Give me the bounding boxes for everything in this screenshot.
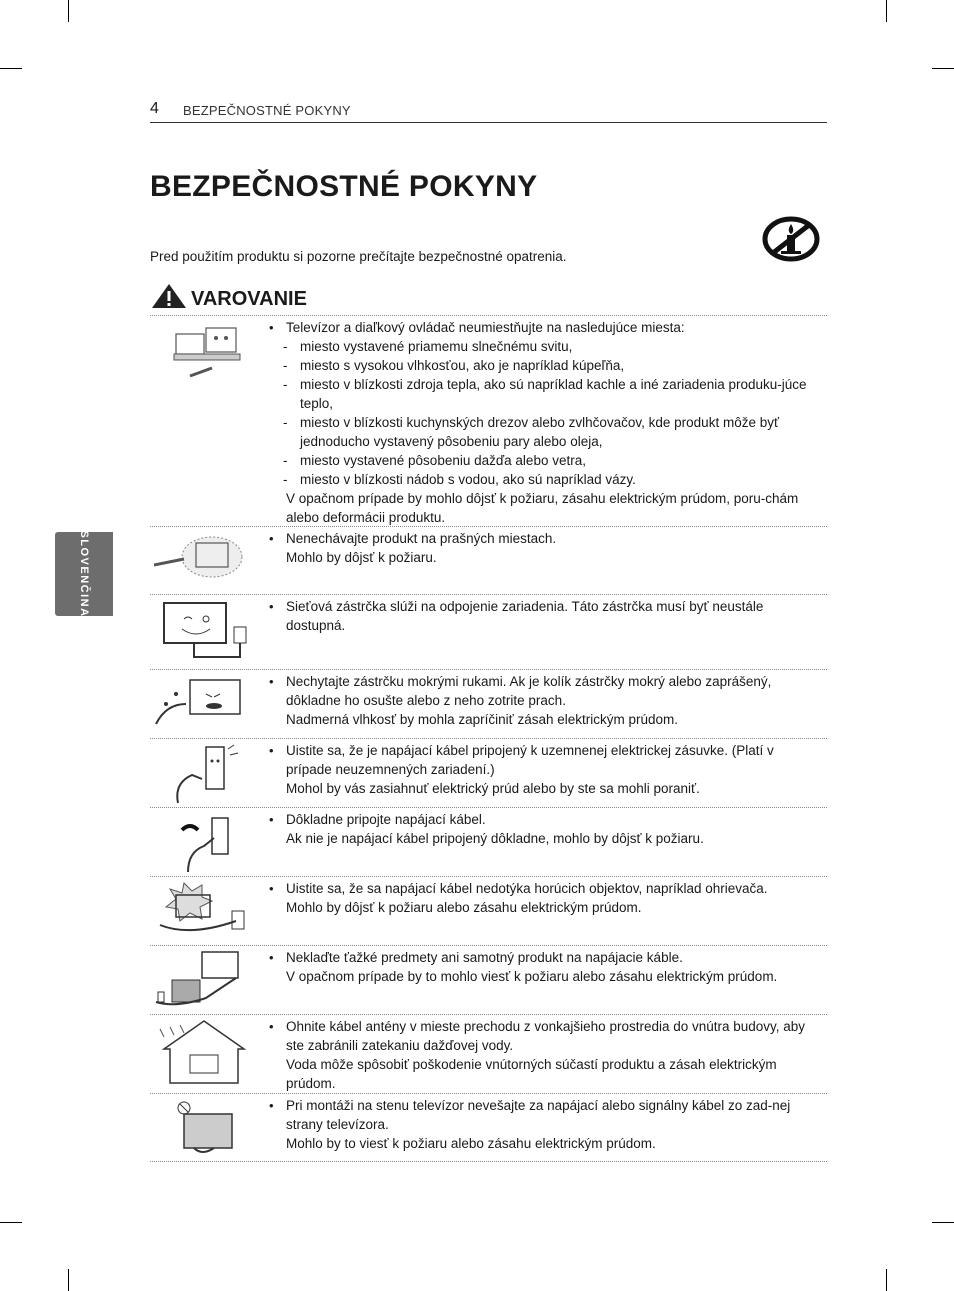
illustration — [150, 1015, 250, 1093]
crop-mark — [0, 1222, 22, 1223]
warning-item — [150, 877, 827, 946]
warning-item — [150, 1094, 827, 1162]
warning-subitem: - miesto v blízkosti kuchynských drezov alebo zvlhčovačov, kde produkt môže byť jednoducho vystavený pôsobeniu pary alebo oleja, — [286, 413, 817, 451]
wet-hands-illustration — [154, 674, 250, 734]
warning-consequence: Mohol by vás zasiahnuť elektrický prúd alebo by ste sa mohli poraniť. — [286, 781, 700, 796]
illustration — [150, 316, 250, 526]
running-head: BEZPEČNOSTNÉ POKYNY — [183, 103, 351, 118]
illustration — [150, 739, 250, 807]
no-candle-icon — [761, 215, 821, 263]
tv-sunlight-illustration — [154, 320, 246, 390]
warning-consequence: V opačnom prípade by mohlo dôjsť k požiaru, zásahu elektrickým prúdom, poru-chám alebo deformácii produktu. — [286, 491, 799, 525]
crop-mark — [68, 0, 69, 22]
warning-subitem: - miesto v blízkosti zdroja tepla, ako sú napríklad kachle a iné zariadenia produku-júce teplo, — [286, 375, 817, 413]
warning-bullet: • Nechytajte zástrčku mokrými rukami. Ak je kolík zástrčky mokrý alebo zaprášený, dôkladne ho osušte alebo z neho zotrite prach. — [286, 672, 817, 710]
illustration — [150, 670, 250, 738]
warning-bullet: • Neklaďte ťažké predmety ani samotný produkt na napájacie káble. — [286, 948, 817, 967]
warning-icon — [151, 283, 187, 309]
warning-item — [150, 316, 827, 527]
language-tab — [55, 532, 113, 616]
warning-item — [150, 527, 827, 595]
warning-item — [150, 670, 827, 739]
page-number: 4 — [150, 100, 159, 117]
tv-dust-illustration — [154, 531, 246, 587]
illustration — [150, 527, 250, 594]
tv-plug-illustration — [154, 599, 250, 663]
heavy-object-illustration — [154, 950, 250, 1010]
warning-bullet: • Uistite sa, že je napájací kábel pripojený k uzemnenej elektrickej zásuvke. (Platí v prípade neuzemnených zariadení.) — [286, 741, 817, 779]
warning-bullet: • Televízor a diaľkový ovládač neumiestňujte na nasledujúce miesta: — [286, 318, 817, 337]
page-header — [150, 100, 827, 123]
warning-bullet: • Pri montáži na stenu televízor nevešajte za napájací alebo signálny kábel zo zad-nej strany televízora. — [286, 1096, 817, 1134]
warning-bullet: • Sieťová zástrčka slúži na odpojenie zariadenia. Táto zástrčka musí byť neustále dostupná. — [286, 597, 817, 635]
crop-mark — [886, 1269, 887, 1291]
illustration — [150, 1094, 250, 1161]
warning-item — [150, 739, 827, 808]
warning-item — [150, 595, 827, 670]
warning-heading: VAROVANIE — [191, 288, 307, 310]
warning-list — [150, 315, 827, 1162]
warning-bullet: • Ohnite kábel antény v mieste prechodu z vonkajšieho prostredia do vnútra budovy, aby ste zabránili zatekaniu dažďovej vody. — [286, 1017, 817, 1055]
warning-subitem: - miesto vystavené priamemu slnečnému svitu, — [286, 337, 817, 356]
warning-item — [150, 946, 827, 1015]
grounded-outlet-illustration — [154, 743, 250, 803]
intro-text: Pred použitím produktu si pozorne prečítajte bezpečnostné opatrenia. — [150, 249, 567, 264]
warning-consequence: Ak nie je napájací kábel pripojený dôkladne, mohlo by dôjsť k požiaru. — [286, 831, 704, 846]
crop-mark — [68, 1269, 69, 1291]
warning-item — [150, 808, 827, 877]
warning-consequence: Mohlo by dôjsť k požiaru alebo zásahu elektrickým prúdom. — [286, 900, 642, 915]
page-title: BEZPEČNOSTNÉ POKYNY — [150, 170, 538, 203]
warning-item — [150, 1015, 827, 1094]
insert-plug-illustration — [154, 812, 250, 872]
illustration — [150, 595, 250, 669]
warning-consequence: V opačnom prípade by to mohlo viesť k požiaru alebo zásahu elektrickým prúdom. — [286, 969, 778, 984]
hot-heater-illustration — [154, 881, 250, 941]
crop-mark — [0, 68, 22, 69]
warning-consequence: Mohlo by dôjsť k požiaru. — [286, 550, 437, 565]
warning-consequence: Nadmerná vlhkosť by mohla zapríčiniť zásah elektrickým prúdom. — [286, 712, 679, 727]
crop-mark — [886, 0, 887, 22]
warning-bullet: • Uistite sa, že sa napájací kábel nedotýka horúcich objektov, napríklad ohrievača. — [286, 879, 817, 898]
warning-bullet: • Dôkladne pripojte napájací kábel. — [286, 810, 817, 829]
wall-mount-illustration — [154, 1098, 250, 1158]
illustration — [150, 808, 250, 876]
warning-subitem: - miesto s vysokou vlhkosťou, ako je napríklad kúpeľňa, — [286, 356, 817, 375]
illustration — [150, 946, 250, 1014]
crop-mark — [932, 68, 954, 69]
crop-mark — [932, 1222, 954, 1223]
warning-subitem: - miesto vystavené pôsobeniu dažďa alebo vetra, — [286, 451, 817, 470]
warning-bullet: • Nenechávajte produkt na prašných miestach. — [286, 529, 817, 548]
warning-consequence: Mohlo by to viesť k požiaru alebo zásahu elektrickým prúdom. — [286, 1136, 656, 1151]
language-tab-label: SLOVENČINA — [78, 530, 90, 618]
warning-consequence: Voda môže spôsobiť poškodenie vnútorných súčastí produktu a zásah elektrickým prúdom. — [286, 1057, 777, 1091]
illustration — [150, 877, 250, 945]
antenna-rain-illustration — [154, 1019, 250, 1087]
warning-subitem: - miesto v blízkosti nádob s vodou, ako sú napríklad vázy. — [286, 470, 817, 489]
